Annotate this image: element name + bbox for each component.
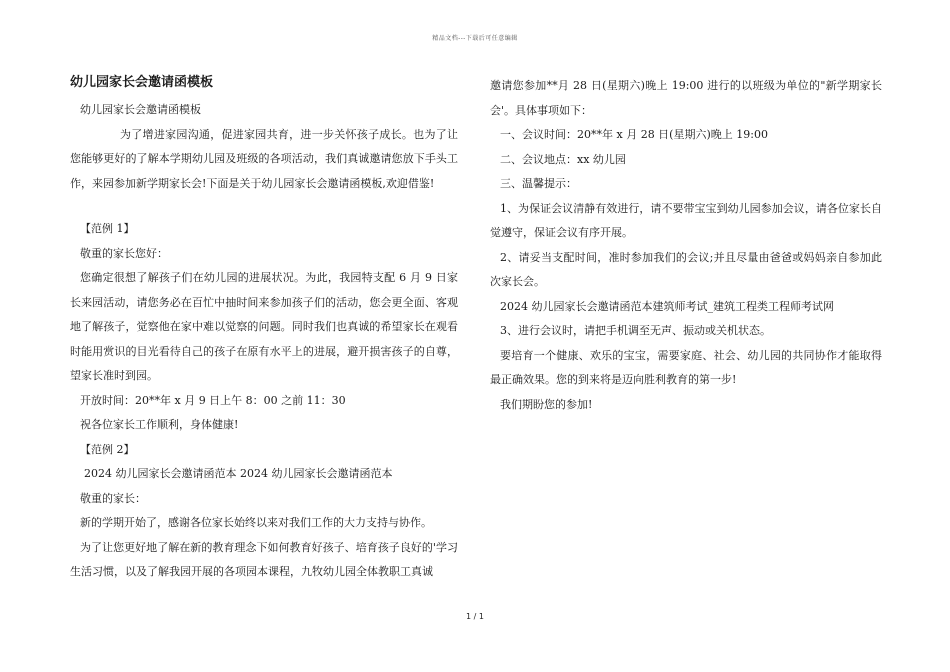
continued-paragraph: 邀请您参加**月 28 日(星期六)晚上 19:00 进行的以班级为单位的"新学期家长会'。具体事项如下： xyxy=(490,79,882,117)
tip-1: 1、为保证会议清静有效进行，请不要带宝宝到幼儿园参加会议，请各位家长自觉遵守，保证会议有序开展。 xyxy=(490,201,882,239)
document-title: 幼儿园家长会邀请函模板 xyxy=(70,75,214,90)
example-1-greeting: 敬重的家长您好： xyxy=(80,246,168,260)
intro-paragraph: 为了增进家园沟通，促进家园共育，进一步关怀孩子成长。也为了让您能够更好的了解本学期幼儿园及班级的各项活动，我们真诚邀请您放下手头工作，来园参加新学期家长会!下面是关于幼儿园家长会邀请函模板,欢迎借鉴! xyxy=(70,127,458,190)
ad-line: 2024 幼儿园家长会邀请函范本建筑师考试_建筑工程类工程师考试网 xyxy=(500,299,834,313)
tip-2: 2、请妥当支配时间，准时参加我们的会议;并且尽量由爸爸或妈妈亲自参加此次家长会。 xyxy=(490,250,882,288)
example-2-title: 2024 幼儿园家长会邀请函范本 2024 幼儿园家长会邀请函范本 xyxy=(84,467,393,480)
example-2-label: 【范例 2】 xyxy=(80,442,135,456)
meeting-time-item: 一、会议时间：20**年 x 月 28 日(星期六)晚上 19:00 xyxy=(500,128,768,141)
reminder-heading: 三、温馨提示： xyxy=(500,177,577,190)
subtitle: 幼儿园家长会邀请函模板 xyxy=(80,103,201,116)
example-2-paragraph-1: 新的学期开始了，感谢各位家长始终以来对我们工作的大力支持与协作。 xyxy=(80,516,432,529)
tip-3: 3、进行会议时，请把手机调至无声、振动或关机状态。 xyxy=(500,324,771,337)
page-indicator: 1 / 1 xyxy=(466,612,484,621)
example-1-body: 您确定很想了解孩子们在幼儿园的进展状况。为此，我园特支配 6 月 9 日家长来园活动，请您务必在百忙中抽时间来参加孩子们的活动，您会更全面、客观地了解孩子，觉察他在家中难以觉察的问题。同时我们也真诚的希望家长在观看时能用赏识的目光看待自己的孩子在原有水平上的进展，避开损害孩子的自尊，望家长准时到园。 xyxy=(70,271,458,382)
closing-paragraph: 要培育一个健康、欢乐的宝宝，需要家庭、社会、幼儿园的共同协作才能取得最正确效果。您的到来将是迈向胜利教育的第一步! xyxy=(490,348,882,386)
meeting-place-item: 二、会议地点：xx 幼儿园 xyxy=(500,152,626,166)
closing-line: 我们期盼您的参加! xyxy=(500,397,593,411)
example-2-greeting: 敬重的家长： xyxy=(80,491,146,505)
example-1-label: 【范例 1】 xyxy=(80,222,135,235)
header-note: 精品文档---下载后可任意编辑 xyxy=(432,35,518,42)
right-column xyxy=(490,74,882,417)
example-1-wish: 祝各位家长工作顺利，身体健康! xyxy=(80,418,239,431)
left-column xyxy=(70,74,458,585)
spacer xyxy=(70,196,458,217)
example-2-paragraph-2: 为了让您更好地了解在新的教育理念下如何教育好孩子、培育孩子良好的'学习生活习惯，以及了解我园开展的各项园本课程，九牧幼儿园全体教职工真诚 xyxy=(70,540,458,578)
example-1-time: 开放时间：20**年 x 月 9 日上午 8：00 之前 11：30 xyxy=(80,393,346,407)
